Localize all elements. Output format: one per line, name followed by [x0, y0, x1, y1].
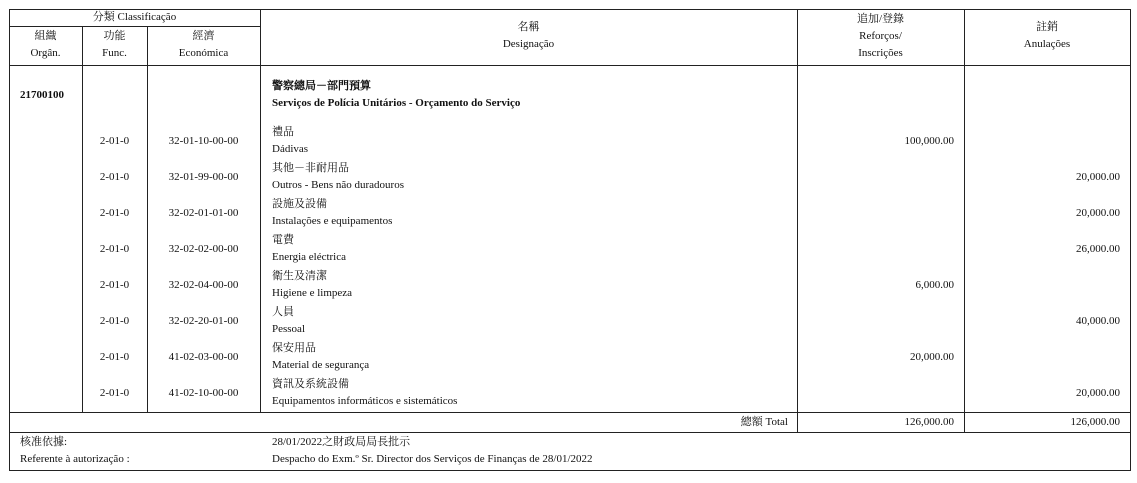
designation-header-pt: Designação — [502, 38, 555, 50]
total-anulacoes: 126,000.00 — [1070, 416, 1120, 428]
organ-header-zh: 組織 — [34, 30, 57, 42]
row-func: 2-01-0 — [99, 207, 130, 219]
row-econ: 32-01-99-00-00 — [168, 171, 239, 183]
row-designation-pt: Material de segurança — [272, 359, 370, 371]
row-designation-pt: Dádivas — [272, 143, 309, 155]
row-econ: 32-02-20-01-00 — [168, 315, 239, 327]
section-title-pt: Serviços de Polícia Unitários - Orçamento do Serviço — [272, 97, 521, 109]
authorization-label-pt: Referente à autorização : — [20, 453, 130, 465]
func-header-pt: Func. — [102, 47, 127, 59]
func-header-zh: 功能 — [103, 30, 126, 42]
total-reforcos: 126,000.00 — [904, 416, 954, 428]
row-econ: 41-02-10-00-00 — [168, 387, 239, 399]
anulacoes-header-zh: 註銷 — [1036, 21, 1058, 33]
row-reforco: 20,000.00 — [910, 351, 954, 363]
row-anulacao: 40,000.00 — [1076, 315, 1120, 327]
row-econ: 32-02-02-00-00 — [168, 243, 239, 255]
econ-header-zh: 經濟 — [192, 30, 215, 42]
designation-header-zh: 名稱 — [517, 21, 540, 33]
econ-header-pt: Económica — [178, 47, 229, 59]
row-designation-zh: 禮品 — [272, 126, 294, 138]
row-reforco: 6,000.00 — [915, 279, 954, 291]
authorization-value-zh: 28/01/2022之財政局局長批示 — [272, 436, 411, 448]
row-designation-zh: 保安用品 — [272, 342, 316, 354]
section-code: 21700100 — [20, 89, 64, 101]
row-func: 2-01-0 — [99, 351, 130, 363]
row-designation-pt: Energia eléctrica — [272, 251, 346, 263]
row-anulacao: 20,000.00 — [1076, 207, 1120, 219]
row-designation-pt: Instalações e equipamentos — [272, 215, 393, 227]
row-reforco: 100,000.00 — [904, 135, 954, 147]
row-func: 2-01-0 — [99, 279, 130, 291]
row-func: 2-01-0 — [99, 135, 130, 147]
row-designation-pt: Outros - Bens não duradouros — [272, 179, 404, 191]
row-designation-pt: Higiene e limpeza — [272, 287, 353, 299]
row-econ: 32-02-04-00-00 — [168, 279, 239, 291]
row-designation-zh: 電費 — [272, 234, 294, 246]
authorization-value-pt: Despacho do Exm.º Sr. Director dos Serviços de Finanças de 28/01/2022 — [272, 453, 593, 465]
row-designation-zh: 人員 — [272, 306, 294, 318]
row-designation-pt: Pessoal — [272, 323, 305, 335]
row-anulacao: 26,000.00 — [1076, 243, 1120, 255]
reforcos-header-pt2: Inscrições — [858, 47, 903, 59]
row-anulacao: 20,000.00 — [1076, 387, 1120, 399]
reforcos-header-pt1: Reforços/ — [859, 30, 902, 42]
anulacoes-header-pt: Anulações — [1023, 38, 1071, 50]
row-func: 2-01-0 — [99, 387, 130, 399]
row-econ: 32-02-01-01-00 — [168, 207, 239, 219]
row-designation-zh: 設施及設備 — [272, 198, 327, 210]
row-func: 2-01-0 — [99, 243, 130, 255]
row-econ: 32-01-10-00-00 — [168, 135, 239, 147]
row-designation-zh: 資訊及系統設備 — [272, 378, 349, 390]
row-designation-pt: Equipamentos informáticos e sistemáticos — [272, 395, 458, 407]
row-designation-zh: 其他－非耐用品 — [272, 162, 349, 174]
row-econ: 41-02-03-00-00 — [168, 351, 239, 363]
row-func: 2-01-0 — [99, 315, 130, 327]
classification-header: 分類 Classificação — [92, 11, 177, 23]
row-anulacao: 20,000.00 — [1076, 171, 1120, 183]
row-designation-zh: 衛生及清潔 — [272, 270, 327, 282]
total-label: 總額 Total — [740, 416, 788, 428]
row-func: 2-01-0 — [99, 171, 130, 183]
organ-header-pt: Orgân. — [30, 47, 61, 59]
section-title-zh: 警察總局－部門預算 — [272, 80, 371, 92]
reforcos-header-zh: 追加/登錄 — [856, 13, 905, 25]
authorization-label-zh: 核准依據: — [20, 436, 68, 448]
